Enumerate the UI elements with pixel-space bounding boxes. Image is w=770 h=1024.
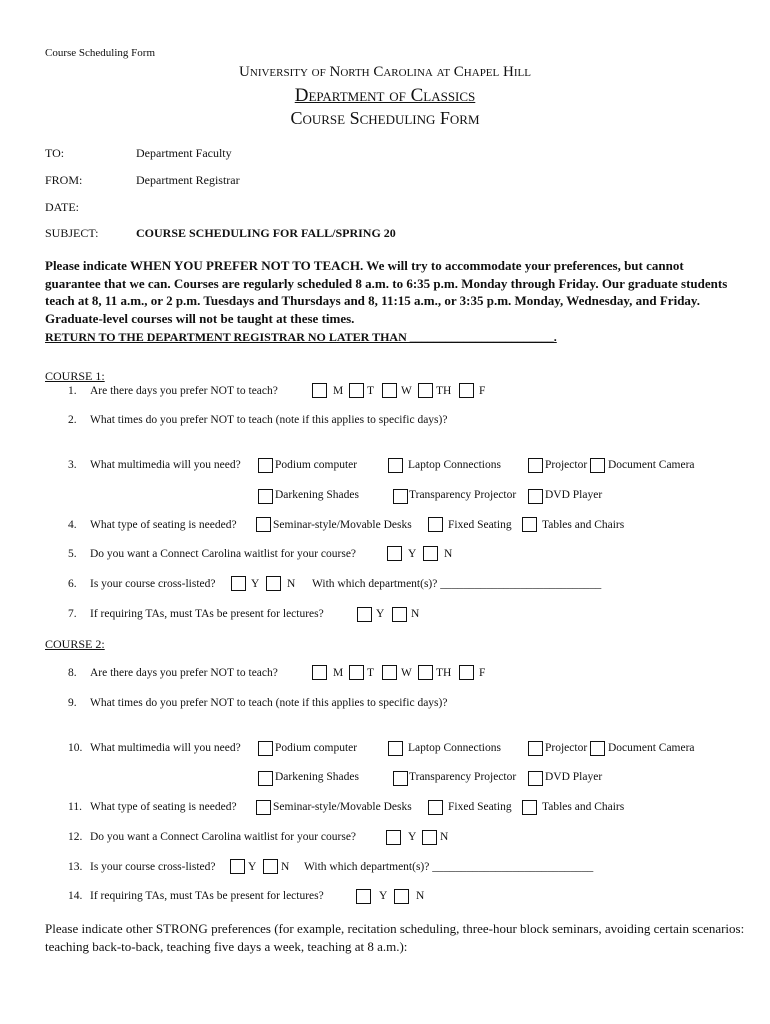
q6-label-no: N [287, 578, 296, 590]
q12-checkbox-no[interactable] [422, 830, 437, 845]
q3-label-transparency-projector: Transparency Projector [409, 489, 517, 501]
instructions-paragraph: Please indicate WHEN YOU PREFER NOT TO TEACH. We will try to accommodate your preferences, but cannot guarantee that we can. Courses are regularly scheduled 8 a.m. to 6:35 p.m. Monday through Friday. Our graduate students teach at 8, 11 a.m., or 2 p.m. Tuesdays and Thursdays and 8, 11:15 a.m., or 3:35 p.m. Monday, Wednesday, and Friday. Graduate-level courses will not be taught at these times. [45, 258, 728, 326]
q11-checkbox-seminar-style[interactable] [256, 800, 271, 815]
q7-label-no: N [411, 608, 420, 620]
q8-checkbox-m[interactable] [312, 665, 327, 680]
closing-paragraph: Please indicate other STRONG preferences (for example, recitation scheduling, three-hour block seminars, avoiding certain scenarios: teaching back-to-back, teaching five days a week, teaching at 8 a.m.): [45, 921, 745, 954]
q1-checkbox-th[interactable] [418, 383, 433, 398]
subject-value: COURSE SCHEDULING FOR FALL/SPRING 20 [136, 226, 396, 240]
q1-label-t: T [367, 385, 375, 397]
q3-checkbox-projector[interactable] [528, 458, 543, 473]
q13-label-yes: Y [248, 861, 257, 873]
q4-number: 4. [68, 519, 77, 531]
q8-checkbox-t[interactable] [349, 665, 364, 680]
q13-checkbox-no[interactable] [263, 859, 278, 874]
q3-label-darkening-shades: Darkening Shades [275, 489, 359, 501]
q7-number: 7. [68, 608, 77, 620]
q10-label-podium-computer: Podium computer [275, 742, 358, 754]
q4-checkbox-seminar-style[interactable] [256, 517, 271, 532]
q11-checkbox-fixed-seating[interactable] [428, 800, 443, 815]
q1-checkbox-t[interactable] [349, 383, 364, 398]
q10-checkbox-transparency-projector[interactable] [393, 771, 408, 786]
q8-number: 8. [68, 667, 77, 679]
subject-label: SUBJECT: [45, 226, 99, 240]
q10-label-dvd-player: DVD Player [545, 771, 603, 783]
to-value: Department Faculty [136, 146, 232, 160]
q7-text: If requiring TAs, must TAs be present for lectures? [90, 608, 324, 620]
q5-label-no: N [444, 548, 453, 560]
q8-label-f: F [479, 667, 486, 679]
q12-label-no: N [440, 831, 449, 843]
q14-number: 14. [68, 890, 83, 902]
q14-label-yes: Y [379, 890, 388, 902]
q4-checkbox-tables-chairs[interactable] [522, 517, 537, 532]
q10-text: What multimedia will you need? [90, 742, 241, 754]
q3-checkbox-dvd-player[interactable] [528, 489, 543, 504]
q3-label-projector: Projector [545, 459, 588, 471]
course-1-heading: COURSE 1: [45, 369, 105, 383]
q3-checkbox-podium-computer[interactable] [258, 458, 273, 473]
q11-label-seminar-style: Seminar-style/Movable Desks [273, 801, 412, 813]
q5-number: 5. [68, 548, 77, 560]
q2-number: 2. [68, 414, 77, 426]
q10-checkbox-dvd-player[interactable] [528, 771, 543, 786]
q10-checkbox-darkening-shades[interactable] [258, 771, 273, 786]
from-label: FROM: [45, 173, 83, 187]
q3-label-document-camera: Document Camera [608, 459, 695, 471]
q3-checkbox-transparency-projector[interactable] [393, 489, 408, 504]
q6-followup-department[interactable]: With which department(s)? ____________________________ [312, 578, 602, 590]
q10-checkbox-document-camera[interactable] [590, 741, 605, 756]
q10-checkbox-podium-computer[interactable] [258, 741, 273, 756]
q12-number: 12. [68, 831, 83, 843]
q7-label-yes: Y [376, 608, 385, 620]
q5-label-yes: Y [408, 548, 417, 560]
q11-number: 11. [68, 801, 82, 813]
q10-label-darkening-shades: Darkening Shades [275, 771, 359, 783]
q4-label-tables-chairs: Tables and Chairs [542, 519, 625, 531]
q12-text: Do you want a Connect Carolina waitlist for your course? [90, 831, 357, 843]
q3-number: 3. [68, 459, 77, 471]
q6-text: Is your course cross-listed? [90, 578, 216, 590]
form-label: Course Scheduling Form [45, 47, 155, 59]
q10-label-document-camera: Document Camera [608, 742, 695, 754]
from-value: Department Registrar [136, 173, 240, 187]
q12-checkbox-yes[interactable] [386, 830, 401, 845]
q7-checkbox-yes[interactable] [357, 607, 372, 622]
q2-text: What times do you prefer NOT to teach (note if this applies to specific days)? [90, 414, 448, 426]
q6-number: 6. [68, 578, 77, 590]
q11-label-tables-chairs: Tables and Chairs [542, 801, 625, 813]
q14-text: If requiring TAs, must TAs be present for lectures? [90, 890, 324, 902]
to-label: TO: [45, 146, 65, 160]
q3-checkbox-darkening-shades[interactable] [258, 489, 273, 504]
q10-checkbox-laptop-connections[interactable] [388, 741, 403, 756]
q13-label-no: N [281, 861, 290, 873]
q1-label-w: W [401, 385, 412, 397]
q13-text: Is your course cross-listed? [90, 861, 216, 873]
q5-checkbox-no[interactable] [423, 546, 438, 561]
q8-label-w: W [401, 667, 412, 679]
q5-checkbox-yes[interactable] [387, 546, 402, 561]
form-title: Course Scheduling Form [290, 108, 480, 128]
q1-checkbox-w[interactable] [382, 383, 397, 398]
q3-label-dvd-player: DVD Player [545, 489, 603, 501]
course-2-heading: COURSE 2: [45, 637, 105, 651]
q9-text: What times do you prefer NOT to teach (note if this applies to specific days)? [90, 697, 448, 709]
q9-number: 9. [68, 697, 77, 709]
q8-label-th: TH [436, 667, 452, 679]
q14-label-no: N [416, 890, 425, 902]
q10-label-projector: Projector [545, 742, 588, 754]
q8-label-t: T [367, 667, 375, 679]
q5-text: Do you want a Connect Carolina waitlist for your course? [90, 548, 357, 560]
q8-checkbox-f[interactable] [459, 665, 474, 680]
q4-checkbox-fixed-seating[interactable] [428, 517, 443, 532]
q14-checkbox-no[interactable] [394, 889, 409, 904]
q12-label-yes: Y [408, 831, 417, 843]
return-deadline: RETURN TO THE DEPARTMENT REGISTRAR NO LATER THAN ________________________. [45, 330, 557, 344]
q3-checkbox-document-camera[interactable] [590, 458, 605, 473]
q1-label-m: M [333, 385, 344, 397]
q10-number: 10. [68, 742, 83, 754]
q1-label-f: F [479, 385, 486, 397]
q11-text: What type of seating is needed? [90, 801, 237, 813]
q13-followup-department[interactable]: With which department(s)? ____________________________ [304, 861, 594, 873]
q4-text: What type of seating is needed? [90, 519, 237, 531]
university-heading: University of North Carolina at Chapel Hill [239, 64, 531, 80]
date-label: DATE: [45, 200, 79, 214]
q14-checkbox-yes[interactable] [356, 889, 371, 904]
q3-label-laptop-connections: Laptop Connections [408, 459, 501, 471]
department-heading: Department of Classics [294, 85, 476, 106]
q6-checkbox-no[interactable] [266, 576, 281, 591]
q3-checkbox-laptop-connections[interactable] [388, 458, 403, 473]
q1-number: 1. [68, 385, 77, 397]
q10-checkbox-projector[interactable] [528, 741, 543, 756]
q1-label-th: TH [436, 385, 452, 397]
q3-text: What multimedia will you need? [90, 459, 241, 471]
q11-label-fixed-seating: Fixed Seating [448, 801, 512, 813]
q6-label-yes: Y [251, 578, 260, 590]
q7-checkbox-no[interactable] [392, 607, 407, 622]
q10-label-laptop-connections: Laptop Connections [408, 742, 501, 754]
q8-label-m: M [333, 667, 344, 679]
q1-checkbox-m[interactable] [312, 383, 327, 398]
q1-checkbox-f[interactable] [459, 383, 474, 398]
q3-label-podium-computer: Podium computer [275, 459, 358, 471]
q8-checkbox-th[interactable] [418, 665, 433, 680]
q4-label-fixed-seating: Fixed Seating [448, 519, 512, 531]
q6-checkbox-yes[interactable] [231, 576, 246, 591]
q1-text: Are there days you prefer NOT to teach? [90, 385, 278, 397]
q10-label-transparency-projector: Transparency Projector [409, 771, 517, 783]
q13-checkbox-yes[interactable] [230, 859, 245, 874]
q4-label-seminar-style: Seminar-style/Movable Desks [273, 519, 412, 531]
q11-checkbox-tables-chairs[interactable] [522, 800, 537, 815]
q13-number: 13. [68, 861, 83, 873]
q8-checkbox-w[interactable] [382, 665, 397, 680]
q8-text: Are there days you prefer NOT to teach? [90, 667, 278, 679]
